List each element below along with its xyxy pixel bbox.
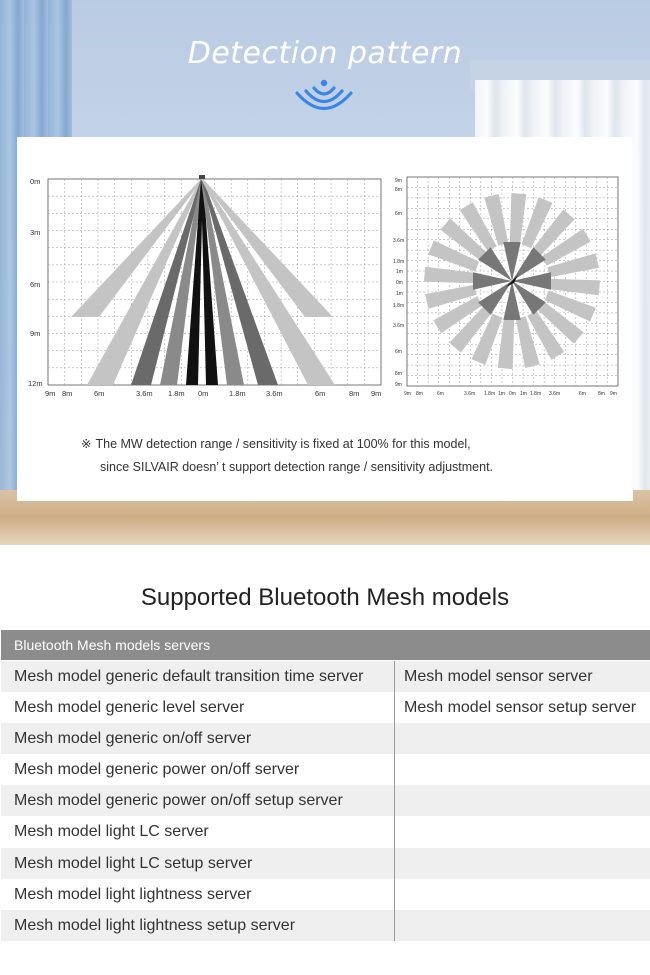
x-tick-label: 9m	[404, 391, 411, 397]
y-tick-label: 8m	[395, 187, 402, 193]
x-tick-label: 9m	[371, 389, 382, 398]
y-tick-label: 0m	[396, 280, 403, 286]
x-tick-label: 3.6m	[136, 389, 153, 398]
x-tick-label: 8m	[349, 389, 360, 398]
y-tick-label: 12m	[28, 379, 43, 388]
detection-card	[17, 137, 633, 501]
y-tick-label: 1.8m	[393, 259, 405, 265]
note-line-1: The MW detection range / sensitivity is fixed at 100% for this model,	[95, 437, 471, 451]
y-tick-label: 9m	[30, 329, 41, 338]
table-cell	[395, 816, 650, 847]
table-row	[1, 910, 650, 941]
y-tick-label: 3m	[30, 228, 41, 237]
x-tick-label: 9m	[610, 391, 617, 397]
table-row	[1, 754, 650, 785]
reference-mark: ※	[81, 437, 92, 451]
signal-waves-icon	[292, 76, 356, 118]
y-tick-label: 8m	[395, 371, 402, 377]
x-tick-label: 1.8m	[530, 391, 542, 397]
table-cell: Mesh model generic level server	[1, 692, 395, 723]
table-row	[1, 661, 650, 692]
x-tick-label: 8m	[416, 391, 423, 397]
table-row	[1, 785, 650, 816]
x-tick-label: 0m	[509, 391, 516, 397]
table-cell: Mesh model light lightness setup server	[1, 910, 395, 941]
table-cell: Mesh model generic power on/off setup server	[1, 785, 395, 816]
table-cell: Mesh model sensor setup server	[404, 699, 637, 717]
top-view-beams	[424, 193, 600, 369]
models-table	[1, 661, 650, 941]
table-cell	[395, 879, 650, 910]
table-row	[1, 723, 650, 754]
table-row	[1, 816, 650, 847]
x-tick-label: 3.6m	[266, 389, 283, 398]
table-cell: Mesh model generic on/off server	[1, 723, 395, 754]
table-cell: Mesh model sensor server	[404, 668, 593, 685]
table-row	[1, 692, 650, 723]
x-tick-label: 1m	[520, 391, 527, 397]
y-tick-label: 6m	[395, 349, 402, 355]
models-section-title: Supported Bluetooth Mesh models	[140, 584, 510, 611]
table-cell: Mesh model light lightness server	[1, 879, 395, 910]
y-tick-label: 6m	[395, 211, 402, 217]
table-cell	[395, 848, 650, 879]
x-tick-label: 3.6m	[549, 391, 561, 397]
table-cell: Mesh model light LC server	[1, 816, 395, 847]
table-cell	[395, 723, 650, 754]
x-tick-label: 3.6m	[464, 391, 476, 397]
x-tick-label: 8m	[598, 391, 605, 397]
models-table-header: Bluetooth Mesh models servers	[1, 630, 650, 660]
table-row	[1, 879, 650, 910]
hero-title: Detection pattern	[187, 36, 463, 71]
y-tick-label: 1.8m	[393, 303, 405, 309]
x-tick-label: 6m	[579, 391, 586, 397]
x-tick-label: 0m	[198, 389, 209, 398]
table-cell	[395, 910, 650, 941]
y-tick-label: 1m	[396, 269, 403, 275]
x-tick-label: 6m	[437, 391, 444, 397]
x-tick-label: 9m	[45, 389, 56, 398]
y-tick-label: 6m	[30, 280, 41, 289]
note-line-2: since SILVAIR doesn’ t support detection range / sensitivity adjustment.	[100, 460, 494, 474]
y-tick-label: 3.6m	[393, 238, 405, 244]
table-cell: Mesh model generic default transition time server	[1, 661, 395, 692]
x-tick-label: 6m	[315, 389, 326, 398]
x-tick-label: 1.8m	[229, 389, 246, 398]
x-tick-label: 1m	[498, 391, 505, 397]
table-cell: Mesh model light LC setup server	[1, 848, 395, 879]
table-cell	[395, 754, 650, 785]
y-tick-label: 9m	[395, 178, 402, 184]
table-cell: Mesh model generic power on/off server	[1, 754, 395, 785]
y-tick-label: 9m	[395, 382, 402, 388]
y-tick-label: 3.6m	[393, 323, 405, 329]
detection-pattern-charts	[17, 137, 633, 427]
y-tick-label: 0m	[30, 177, 41, 186]
table-row	[1, 848, 650, 879]
sensor-marker	[199, 175, 205, 179]
table-cell	[395, 785, 650, 816]
detection-note	[81, 433, 621, 479]
y-tick-label: 1m	[396, 291, 403, 297]
x-tick-label: 6m	[94, 389, 105, 398]
x-tick-label: 1.8m	[484, 391, 496, 397]
x-tick-label: 1.8m	[168, 389, 185, 398]
x-tick-label: 8m	[62, 389, 73, 398]
